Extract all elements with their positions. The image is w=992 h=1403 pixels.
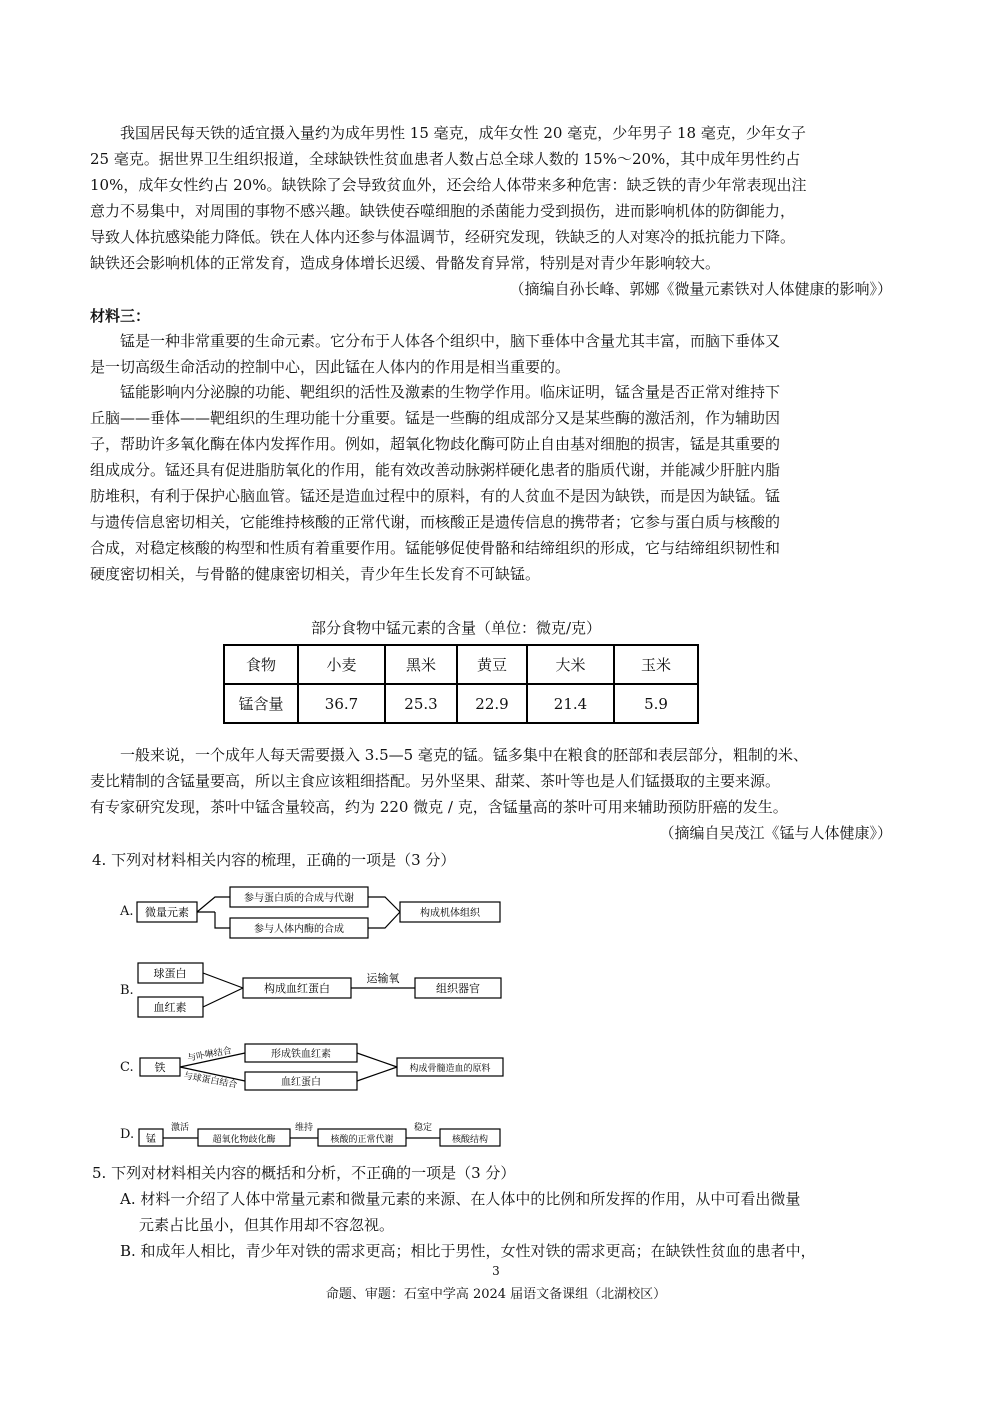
text-line: 子，帮助许多氧化酶在体内发挥作用。例如，超氧化物歧化酶可防止自由基对细胞的损害，锰是其重要的 bbox=[90, 435, 781, 453]
text-line: 是一切高级生命活动的控制中心，因此锰在人体内的作用是相当重要的。 bbox=[90, 358, 571, 376]
box-label: 组织器官 bbox=[436, 982, 480, 995]
text-line: 我国居民每天铁的适宜摄入量约为成年男性 15 毫克，成年女性 20 毫克，少年男子 18 毫克，少年女子 bbox=[120, 124, 806, 142]
option-label: D. bbox=[120, 1127, 135, 1142]
text-line: 意力不易集中，对周围的事物不感兴趣。缺铁使吞噬细胞的杀菌能力受到损伤，进而影响机体的防御能力， bbox=[90, 202, 796, 220]
option-label: A. bbox=[120, 904, 134, 919]
table-cell: 玉米 bbox=[614, 645, 698, 684]
source-citation: （摘编自孙长峰、郭娜《微量元素铁对人体健康的影响》） bbox=[509, 280, 892, 298]
text-line: 导致人体抗感染能力降低。铁在人体内还参与体温调节，经研究发现，铁缺乏的人对寒冷的抵抗能力下降。 bbox=[90, 228, 796, 246]
box-label: 超氧化物歧化酶 bbox=[212, 1135, 276, 1145]
box-label: 构成机体组织 bbox=[420, 908, 480, 919]
diagram-option-a bbox=[135, 885, 505, 940]
text-line: 组成成分。锰还具有促进脂肪氧化的作用，能有效改善动脉粥样硬化患者的脂质代谢，并能减少肝脏内脂 bbox=[90, 461, 781, 479]
edge-label: 与球蛋白结合 bbox=[182, 1071, 238, 1091]
box-label: 参与人体内酶的合成 bbox=[254, 924, 344, 935]
box-label: 血红蛋白 bbox=[281, 1077, 321, 1088]
table-cell: 锰含量 bbox=[224, 684, 298, 723]
box-label: 核酸结构 bbox=[451, 1135, 489, 1145]
option-label: C. bbox=[120, 1060, 134, 1075]
edge-label: 运输氧 bbox=[366, 972, 400, 985]
table-row bbox=[224, 684, 698, 723]
box-label: 锰 bbox=[146, 1134, 156, 1145]
question-5-stem: 5. 下列对材料相关内容的概括和分析，不正确的一项是（3 分） bbox=[92, 1164, 516, 1182]
text-line: 缺铁还会影响机体的正常发育，造成身体增长迟缓、骨骼发育异常，特别是对青少年影响较大。 bbox=[90, 254, 721, 272]
box-label: 血红素 bbox=[153, 1001, 187, 1014]
text-line: 一般来说，一个成年人每天需要摄入 3.5—5 毫克的锰。锰多集中在粮食的胚部和表层部分，粗制的米、 bbox=[120, 746, 808, 764]
edge-label: 维持 bbox=[294, 1123, 314, 1133]
table-cell: 黄豆 bbox=[457, 645, 527, 684]
box-label: 核酸的正常代谢 bbox=[330, 1135, 394, 1145]
table-cell: 22.9 bbox=[457, 684, 527, 723]
table-cell: 5.9 bbox=[614, 684, 698, 723]
text-line: 10%，成年女性约占 20%。缺铁除了会导致贫血外，还会给人体带来多种危害：缺乏铁的青少年常表现出注 bbox=[90, 176, 807, 194]
diagram-option-c bbox=[135, 1037, 505, 1097]
diagram-option-d bbox=[135, 1118, 505, 1150]
box-label: 球蛋白 bbox=[153, 967, 187, 980]
text-line: 肪堆积，有利于保护心脑血管。锰还是造血过程中的原料，有的人贫血不是因为缺铁，而是因为缺锰。锰 bbox=[90, 487, 781, 505]
table-cell: 小麦 bbox=[298, 645, 385, 684]
text-line: 25 毫克。据世界卫生组织报道，全球缺铁性贫血患者人数占总全球人数的 15%～20%，其中成年男性约占 bbox=[90, 150, 801, 168]
option-label: B. bbox=[120, 983, 134, 998]
table-header-row bbox=[224, 645, 698, 684]
edge-label: 激活 bbox=[170, 1123, 190, 1133]
box-label: 参与蛋白质的合成与代谢 bbox=[244, 893, 354, 904]
table-cell: 食物 bbox=[224, 645, 298, 684]
option-a-line: A. 材料一介绍了人体中常量元素和微量元素的来源、在人体中的比例和所发挥的作用，从中可看出微量 bbox=[120, 1190, 801, 1208]
table-cell: 大米 bbox=[527, 645, 614, 684]
text-line: 锰是一种非常重要的生命元素。它分布于人体各个组织中，脑下垂体中含量尤其丰富，而脑下垂体又 bbox=[120, 332, 781, 350]
table-cell: 黑米 bbox=[385, 645, 457, 684]
table-cell: 21.4 bbox=[527, 684, 614, 723]
box-label: 构成骨髓造血的原料 bbox=[409, 1064, 491, 1074]
text-line: 有专家研究发现，茶叶中锰含量较高，约为 220 微克 / 克，含锰量高的茶叶可用来辅助预防肝癌的发生。 bbox=[90, 798, 788, 816]
box-label: 微量元素 bbox=[145, 906, 189, 919]
table-caption: 部分食物中锰元素的含量（单位：微克/克） bbox=[310, 619, 602, 637]
option-a-line: 元素占比虽小，但其作用却不容忽视。 bbox=[139, 1216, 395, 1234]
material-heading: 材料三： bbox=[90, 307, 151, 325]
text-line: 合成，对稳定核酸的构型和性质有着重要作用。锰能够促使骨骼和结缔组织的形成，它与结缔组织韧性和 bbox=[90, 539, 781, 557]
box-label: 构成血红蛋白 bbox=[264, 982, 330, 995]
source-citation: （摘编自吴茂江《锰与人体健康》） bbox=[659, 824, 892, 842]
text-line: 麦比精制的含锰量要高，所以主食应该粗细搭配。另外坚果、甜菜、茶叶等也是人们锰摄取的主要来源。 bbox=[90, 772, 781, 790]
box-label: 形成铁血红素 bbox=[271, 1049, 331, 1060]
text-line: 与遗传信息密切相关，它能维持核酸的正常代谢，而核酸正是遗传信息的携带者；它参与蛋白质与核酸的 bbox=[90, 513, 781, 531]
table-cell: 36.7 bbox=[298, 684, 385, 723]
box-label: 铁 bbox=[154, 1061, 166, 1074]
question-4-stem: 4. 下列对材料相关内容的梳理，正确的一项是（3 分） bbox=[92, 851, 456, 869]
footer-note: 命题、审题：石室中学高 2024 届语文备课组（北湖校区） bbox=[325, 1287, 667, 1302]
option-b-line: B. 和成年人相比，青少年对铁的需求更高；相比于男性，女性对铁的需求更高；在缺铁性贫血的患者中， bbox=[120, 1242, 816, 1260]
manganese-table bbox=[223, 644, 699, 724]
table-cell: 25.3 bbox=[385, 684, 457, 723]
diagram-option-b bbox=[135, 960, 505, 1020]
text-line: 硬度密切相关，与骨骼的健康密切相关，青少年生长发育不可缺锰。 bbox=[90, 565, 541, 583]
edge-label: 与卟啉结合 bbox=[186, 1046, 233, 1064]
edge-label: 稳定 bbox=[413, 1123, 433, 1133]
text-line: 丘脑——垂体——靶组织的生理功能十分重要。锰是一些酶的组成部分又是某些酶的激活剂，作为辅助因 bbox=[90, 409, 781, 427]
text-line: 锰能影响内分泌腺的功能、靶组织的活性及激素的生物学作用。临床证明，锰含量是否正常对维持下 bbox=[120, 383, 781, 401]
page-number: 3 bbox=[492, 1264, 500, 1278]
